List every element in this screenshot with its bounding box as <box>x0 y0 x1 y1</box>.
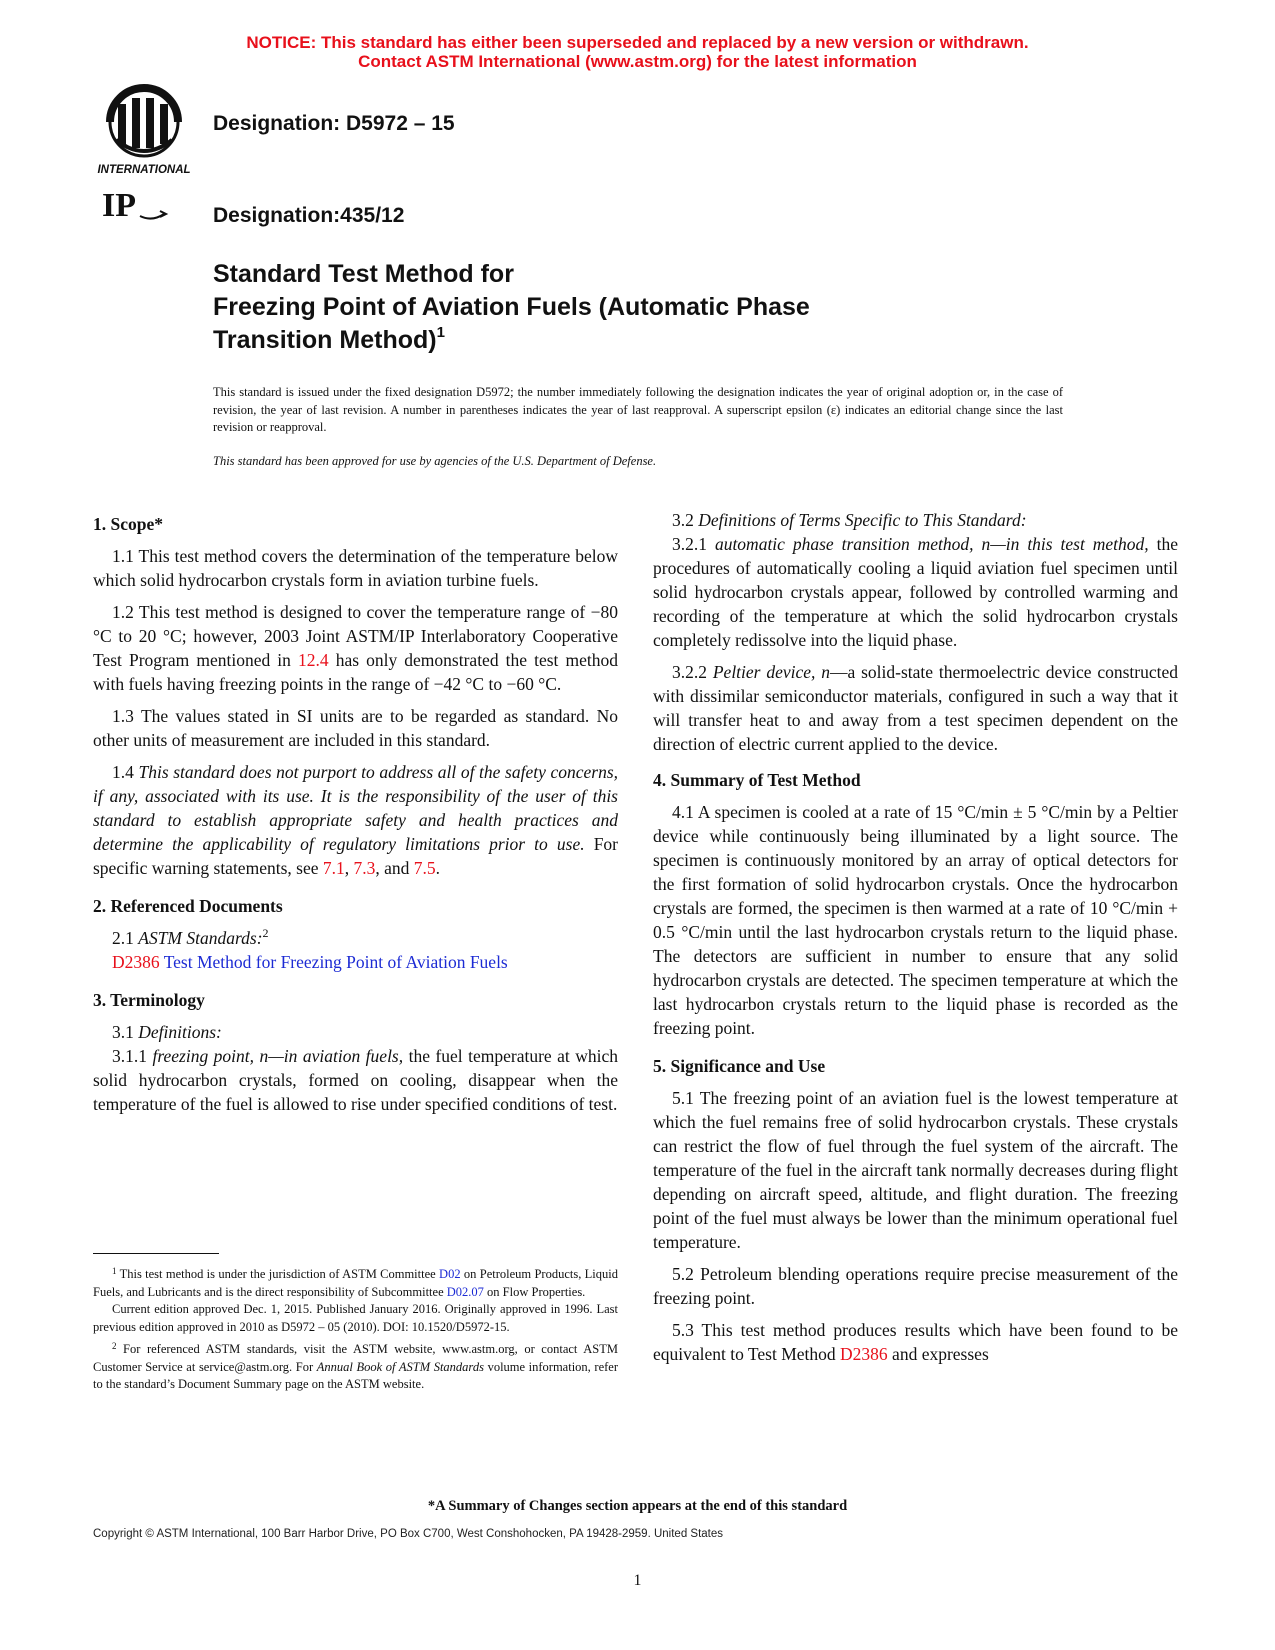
paragraph-3-2: 3.2 Definitions of Terms Specific to This Standard: <box>672 510 1027 530</box>
page-number: 1 <box>633 1572 642 1589</box>
paragraph-5-3: 5.3 This test method produces results which have been found to be equivalent to Test Method D2386 and expresses <box>653 1320 1178 1364</box>
notice-line-1: NOTICE: This standard has either been superseded and replaced by a new version or withdrawn. <box>246 33 1029 52</box>
link-7-5[interactable]: 7.5 <box>413 858 436 878</box>
summary-of-changes-note: *A Summary of Changes section appears at the end of this standard <box>427 1498 848 1514</box>
left-column <box>93 512 618 1116</box>
dod-approval-note: This standard has been approved for use by agencies of the U.S. Department of Defense. <box>213 454 657 468</box>
footnote-1-edition: Current edition approved Dec. 1, 2015. Published January 2016. Originally approved in 1996. Last previous edition approved in 2010 as D5972 – 05 (2010). DOI: 10.1520/D5972-15. <box>93 1302 618 1334</box>
paragraph-1-4: 1.4 This standard does not purport to address all of the safety concerns, if any, associated with its use. It is the responsibility of the user of this standard to establish appropriate safety and health practices and determine the applicability of regulatory limitations prior to use. For specific warning statements, see 7.1, 7.3, and 7.5. <box>93 762 619 878</box>
title-footnote-mark: 1 <box>436 324 445 341</box>
copyright-line: Copyright © ASTM International, 100 Barr Harbor Drive, PO Box C700, West Conshohocken, PA 19428-2959. United States <box>93 1528 724 1540</box>
link-7-1[interactable]: 7.1 <box>322 858 345 878</box>
footnote-divider <box>93 1253 219 1254</box>
link-d2386-code[interactable]: D2386 <box>112 952 160 972</box>
astm-logo-label: INTERNATIONAL <box>97 164 191 176</box>
link-d2386-inline[interactable]: D2386 <box>840 1344 888 1364</box>
ip-logo-label: IP <box>102 187 136 224</box>
section-heading-referenced-documents: 2. Referenced Documents <box>93 896 283 916</box>
paragraph-3-2-2: 3.2.2 Peltier device, n—a solid-state thermoelectric device constructed with dissimilar semiconductor materials, configured in such a way that it will transfer heat to and away from a test specimen dependent on the direction of electric current applied to the device. <box>653 662 1178 754</box>
paragraph-5-2: 5.2 Petroleum blending operations require precise measurement of the freezing point. <box>653 1264 1178 1308</box>
footnote-2: $^2$ For referenced ASTM standards, visit the ASTM website, www.astm.org, or contact ASTM Customer Service at service@astm.org. For Annual Book of ASTM Standards volume information, refer to the standard’s Document Summary page on the ASTM website. <box>93 1341 618 1391</box>
paragraph-2-1: 2.1 ASTM Standards:$^2$ <box>112 926 269 948</box>
right-column <box>653 508 1178 1366</box>
section-heading-scope: 1. Scope* <box>93 514 163 534</box>
ip-energy-institute-logo <box>100 186 172 226</box>
paragraph-4-1: 4.1 A specimen is cooled at a rate of 15 °C/min ± 5 °C/min by a Peltier device while continuously being illuminated by a light source. The specimen is continuously monitored by an array of optical detectors for the first formation of solid hydrocarbon crystals. Once the hydrocarbon crystals are formed, the specimen is then warmed at a rate of 10 °C/min + 0.5 °C/min until the last hydrocarbon crystals return to the liquid phase. The detectors are sufficient in number to ensure that any solid hydrocarbon crystals are detected. The specimen temperature at which the last hydrocarbon crystals return to the liquid phase is recorded as the freezing point. <box>653 802 1178 1038</box>
section-heading-summary: 4. Summary of Test Method <box>653 770 861 790</box>
link-committee-d02[interactable]: D02 <box>439 1267 461 1281</box>
title-line-3: Transition Method)$^1$ <box>213 324 445 354</box>
ip-designation: Designation:435/12 <box>213 204 405 227</box>
section-heading-terminology: 3. Terminology <box>93 990 205 1010</box>
astm-designation: Designation: D5972 – 15 <box>213 112 455 135</box>
notice-line-2: Contact ASTM International (www.astm.org) for the latest information <box>358 52 917 71</box>
paragraph-3-2-1: 3.2.1 automatic phase transition method, n—in this test method, the procedures of automatically cooling a liquid aviation fuel specimen until solid hydrocarbon crystals appear, followed by controlled warming and recording of the temperature at which the solid hydrocarbon crystals completely redissolve into the liquid phase. <box>653 534 1178 650</box>
paragraph-3-1: 3.1 Definitions: <box>112 1022 222 1042</box>
title-line-1: Standard Test Method for <box>213 260 514 288</box>
paragraph-5-1: 5.1 The freezing point of an aviation fuel is the lowest temperature at which the fuel remains free of solid hydrocarbon crystals. These crystals can restrict the flow of fuel through the fuel system of the aircraft. The temperature of the fuel in the aircraft tank normally decreases during flight depending on aircraft speed, altitude, and flight duration. The freezing point of the fuel must always be lower than the minimum operational fuel temperature. <box>653 1088 1178 1252</box>
paragraph-1-3: 1.3 The values stated in SI units are to be regarded as standard. No other units of measurement are included in this standard. <box>93 706 618 750</box>
issue-note: This standard is issued under the fixed designation D5972; the number immediately following the designation indicates the year of original adoption or, in the case of revision, the year of last revision. A number in parentheses indicates the year of last reapproval. A superscript epsilon (ε) indicates an editorial change since the last revision or reapproval. <box>213 385 1063 434</box>
footnotes <box>93 1266 618 1394</box>
astm-international-logo <box>92 84 196 176</box>
paragraph-3-1-1: 3.1.1 freezing point, n—in aviation fuels, the fuel temperature at which solid hydrocarbon crystals, formed on cooling, disappear when the temperature of the fuel is allowed to rise under specified conditions of test. <box>93 1046 618 1114</box>
link-d2386-title[interactable]: Test Method for Freezing Point of Aviation Fuels <box>159 952 508 972</box>
paragraph-1-1: 1.1 This test method covers the determination of the temperature below which solid hydrocarbon crystals form in aviation turbine fuels. <box>93 546 618 590</box>
section-heading-significance: 5. Significance and Use <box>653 1056 826 1076</box>
withdrawal-notice <box>0 33 1275 71</box>
footnote-1: $^1$ This test method is under the jurisdiction of ASTM Committee D02 on Petroleum Products, Liquid Fuels, and Lubricants and is the direct responsibility of Subcommittee D02.07 on Flow Properties. <box>93 1266 619 1299</box>
title-line-2: Freezing Point of Aviation Fuels (Automatic Phase <box>213 293 810 321</box>
document-title <box>213 258 1113 357</box>
link-7-3[interactable]: 7.3 <box>353 858 376 878</box>
link-12-4[interactable]: 12.4 <box>297 650 329 670</box>
reference-d2386 <box>93 950 618 974</box>
paragraph-1-2: 1.2 This test method is designed to cover the temperature range of −80 °C to 20 °C; however, 2003 Joint ASTM/IP Interlaboratory Cooperative Test Program mentioned in 12.4 has only demonstrated the test method with fuels having freezing points in the range of −42 °C to −60 °C. <box>93 602 618 694</box>
link-subcommittee-d02-07[interactable]: D02.07 <box>446 1284 484 1299</box>
